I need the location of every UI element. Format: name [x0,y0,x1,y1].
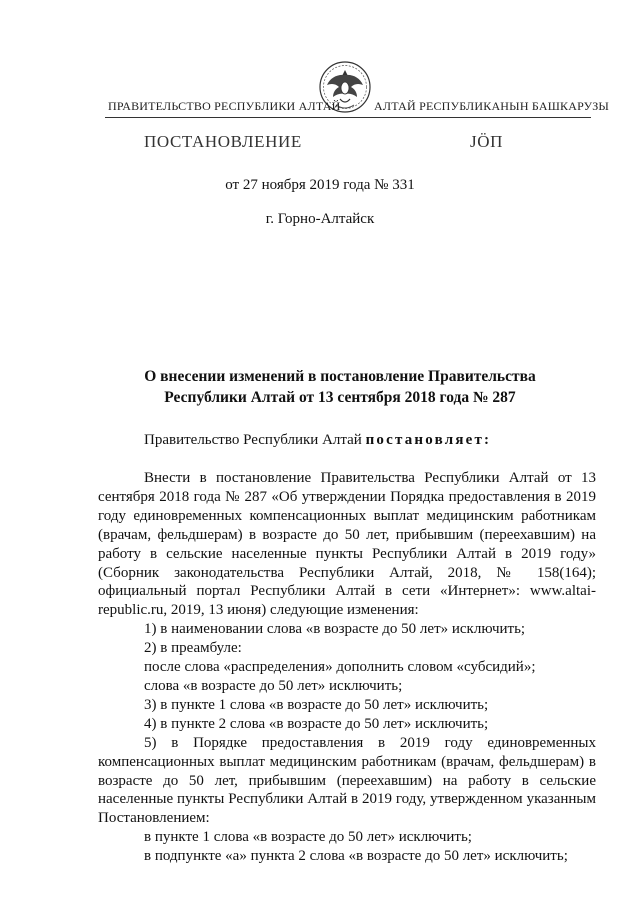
government-name-altai: АЛТАЙ РЕСПУБЛИКАНЫН БАШКАРУЗЫ [374,99,610,113]
list-item-4: 4) в пункте 2 слова «в возрасте до 50 лет» исключить; [144,715,489,732]
list-item-5-sub-a: в пункте 1 слова «в возрасте до 50 лет» исключить; [144,829,472,846]
list-item-5: 5) в Порядке предоставления в 2019 году единовременных компенсационных выплат медицинским работникам (врачам, фельдшерам) в возрасте до 50 лет, прибывшим (переехавшим) на работу в сельские населенные пункты Республики Алтай в 2019 году, утвержденном указанным Постановлением: [98,734,596,827]
main-paragraph: Внести в постановление Правительства Республики Алтай от 13 сентября 2018 года № 287 «Об утверждении Порядка предоставления в 2019 году единовременных компенсационных выплат медицинским работникам (врачам, фельдшерам) в возрасте до 50 лет, прибывшим (переехавшим) на работу в сельские населенные пункты Республики Алтай в 2019 году» (Сборник законодательства Республики Алтай, 2018, № 158(164); официальный портал Республики Алтай в сети «Интернет»: www.altai-republic.ru, 2019, 13 июня) следующие изменения: [98,470,596,619]
list-item-3: 3) в пункте 1 слова «в возрасте до 50 лет» исключить; [144,696,489,713]
preamble [144,432,491,449]
document-type-russian: ПОСТАНОВЛЕНИЕ [144,132,302,151]
list-item-2-sub-b: слова «в возрасте до 50 лет» исключить; [144,677,403,694]
list-item-5-sub-b: в подпункте «а» пункта 2 слова «в возрасте до 50 лет» исключить; [144,848,568,865]
document-type-altai: ЈӦП [470,132,503,151]
document-city: г. Горно-Алтайск [265,211,375,227]
document-date-number: от 27 ноября 2019 года № 331 [225,177,415,193]
government-name-russian: ПРАВИТЕЛЬСТВО РЕСПУБЛИКИ АЛТАЙ [108,99,341,113]
document-title: О внесении изменений в постановление Правительства Республики Алтай от 13 сентября 2018 года № 287 [144,368,536,406]
list-item-2: 2) в преамбуле: [144,640,242,657]
preamble-decree-word: постановляет: [365,432,492,448]
header-divider [105,117,591,118]
document-body [98,469,596,866]
preamble-text: Правительство Республики Алтай [144,432,366,448]
list-item-1: 1) в наименовании слова «в возрасте до 50 лет» исключить; [144,621,526,638]
list-item-2-sub-a: после слова «распределения» дополнить словом «субсидий»; [144,659,536,676]
